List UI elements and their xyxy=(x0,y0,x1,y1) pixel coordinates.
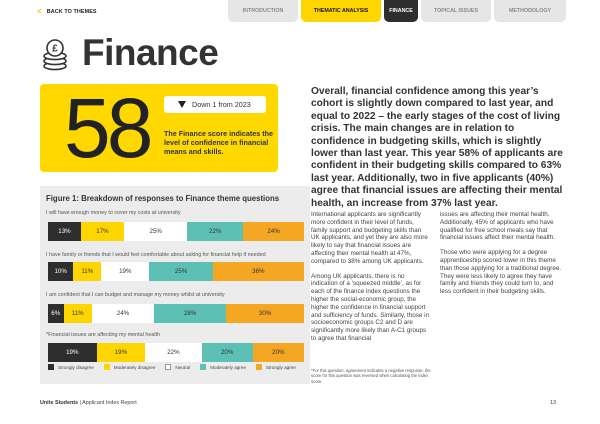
tab-finance[interactable]: FINANCE xyxy=(384,0,418,22)
legend-label: Moderately disagree xyxy=(113,364,156,370)
bar-segment-neutral: 19% xyxy=(101,262,149,281)
footer-report-name: Applicant Index Report xyxy=(82,400,137,406)
bar-segment-moderately-agree: 20% xyxy=(202,343,253,362)
bar-segment-neutral: 25% xyxy=(124,222,187,241)
footer-brand: Unite Students xyxy=(40,400,79,406)
body-paragraph: International applicants are significantly more confident in their level of funds, family support and budgeting skills than UK applicants, and yet they are also more likely to say that financial issues are affecting their mental health at 47%, compared to 38% among UK applicants. xyxy=(311,211,428,265)
bar-segment-moderately-agree: 28% xyxy=(154,304,226,323)
legend-item-moderately-disagree xyxy=(104,364,156,370)
score-card xyxy=(40,81,278,175)
footer xyxy=(40,400,137,406)
bar-segment-moderately-disagree: 11% xyxy=(64,304,92,323)
svg-text:£: £ xyxy=(52,43,58,55)
bar-segment-strongly-disagree: 19% xyxy=(48,343,97,362)
legend-label: Strongly disagree xyxy=(58,364,94,370)
bar-segment-neutral: 22% xyxy=(145,343,201,362)
score-value: 58 xyxy=(64,81,150,175)
bar-segment-strongly-disagree: 6% xyxy=(48,304,64,323)
coins-icon xyxy=(42,39,68,71)
body-paragraph: issues are affecting their mental health. Additionally, 45% of applicants who have qualified for free school meals say that financial issues affect their mental health. xyxy=(440,211,556,242)
figure-responses xyxy=(40,186,310,384)
question-4-label: *Financial issues are affecting my mental health xyxy=(46,332,161,338)
score-change-badge xyxy=(164,96,266,113)
bar-segment-neutral: 24% xyxy=(92,304,154,323)
bar-row-2 xyxy=(48,262,304,281)
body-column-1 xyxy=(311,211,431,350)
score-change-text: Down 1 from 2023 xyxy=(192,100,251,109)
tab-topical-issues[interactable]: TOPICAL ISSUES xyxy=(421,0,491,22)
section-tabs xyxy=(228,0,569,22)
body-paragraph: Among UK applicants, there is no indication of a ‘squeezed middle’, as for each of the finance index questions the higher the social-economic group, the higher the confidence in financial support and sufficiency of funds. Similarly, those in socioeconomic groups C2 and D are significantly more likely than A-C1 groups to agree that financial xyxy=(311,272,430,342)
bar-segment-strongly-agree: 20% xyxy=(253,343,304,362)
bar-row-4 xyxy=(48,343,304,362)
question-2-label: I have family or friends that I would feel comfortable about asking for financial help if needed xyxy=(46,252,266,258)
tab-thematic-analysis[interactable]: THEMATIC ANALYSIS xyxy=(301,0,381,22)
bar-segment-moderately-disagree: 11% xyxy=(73,262,101,281)
page-number: 13 xyxy=(550,400,556,406)
footer-separator: | xyxy=(79,400,81,406)
bar-segment-strongly-disagree: 13% xyxy=(48,222,81,241)
lead-paragraph: Overall, financial confidence among this year’s cohort is slightly down compared to last year, and equal to 2022 – the early stages of the cost of living crisis. The main changes are in relation to confidence in budgeting skills, which is slightly lower than last year. This year 58% of applicants are confident in their budgeting skills compared to 63% last year. Additionally, two in five applicants (40%) agree that financial issues are affecting their mental health, an increase from 37% last year. xyxy=(311,86,563,209)
legend-swatch xyxy=(48,364,54,370)
bar-segment-moderately-agree: 25% xyxy=(149,262,212,281)
page-title: Finance xyxy=(82,32,219,73)
legend-item-strongly-agree xyxy=(256,364,296,370)
legend-swatch xyxy=(256,364,262,370)
bar-segment-strongly-agree: 30% xyxy=(226,304,304,323)
legend-label: Neutral xyxy=(175,364,191,370)
down-arrow-icon xyxy=(178,101,186,108)
bar-row-1 xyxy=(48,222,304,241)
question-1-label: I will have enough money to cover my costs at university xyxy=(46,210,181,216)
figure-title: Figure 1: Breakdown of responses to Finance theme questions xyxy=(46,194,280,203)
bar-segment-moderately-agree: 22% xyxy=(187,222,243,241)
legend-item-strongly-disagree xyxy=(48,364,94,370)
tab-methodology[interactable]: METHODOLOGY xyxy=(494,0,566,22)
legend-label: Strongly agree xyxy=(265,364,296,370)
legend-swatch xyxy=(104,364,110,370)
bar-segment-strongly-agree: 36% xyxy=(213,262,304,281)
score-description: The Finance score indicates the level of confidence in financial means and skills. xyxy=(164,129,274,156)
chevron-left-icon: < xyxy=(37,7,42,16)
tab-introduction[interactable]: INTRODUCTION xyxy=(228,0,298,22)
body-paragraph: Those who were applying for a degree apprenticeship scored lower in this theme than those applying for a traditional degree. They were less likely to agree they have family and friends they could turn to, and less confident in their budgeting skills. xyxy=(440,249,562,296)
legend-swatch xyxy=(165,364,171,370)
legend-item-moderately-agree xyxy=(200,364,246,370)
back-to-themes-link[interactable] xyxy=(37,7,97,17)
legend-item-neutral xyxy=(165,364,190,370)
question-3-label: I am confident that I can budget and manage my money whilst at university xyxy=(46,292,225,298)
bar-segment-strongly-disagree: 10% xyxy=(48,262,73,281)
footnote: *For this question, agreement indicates a negative response: the score for this question was reversed when calculating the index score. xyxy=(311,368,431,384)
legend-label: Moderately agree xyxy=(210,364,246,370)
bar-row-3 xyxy=(48,304,304,323)
bar-segment-strongly-agree: 24% xyxy=(243,222,304,241)
legend-swatch xyxy=(200,364,206,370)
figure-legend xyxy=(48,364,306,370)
bar-segment-moderately-disagree: 19% xyxy=(97,343,146,362)
body-column-2 xyxy=(440,211,562,303)
back-label: BACK TO THEMES xyxy=(46,9,97,15)
bar-segment-moderately-disagree: 17% xyxy=(81,222,124,241)
